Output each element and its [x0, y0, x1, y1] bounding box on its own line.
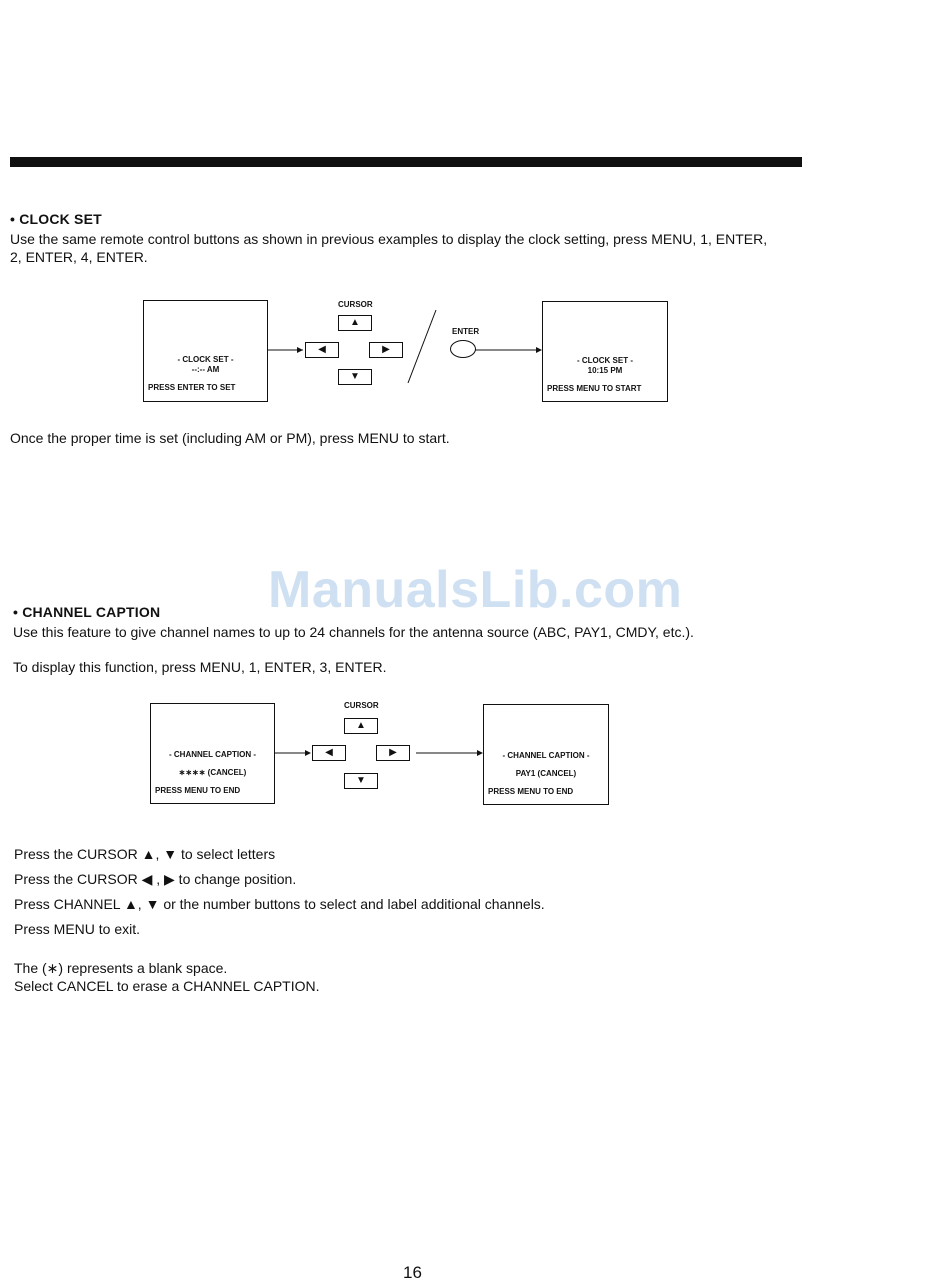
clock-set-diagram [0, 290, 950, 410]
caption-right-footer: PRESS MENU TO END [488, 787, 574, 796]
clock-left-title: - CLOCK SET - [177, 355, 234, 364]
caption-down-icon: ▼ [344, 773, 378, 789]
caption-right-title: - CHANNEL CAPTION - [502, 751, 590, 760]
clock-right-value: 10:15 PM [587, 366, 623, 375]
caption-right-value: PAY1 (CANCEL) [515, 769, 577, 778]
clock-left-value: --:-- AM [191, 365, 220, 374]
caption-left-title: - CHANNEL CAPTION - [169, 750, 256, 759]
caption-right-icon: ▶ [376, 745, 410, 761]
clock-set-after-text: Once the proper time is set (including AM or PM), press MENU to start. [10, 430, 450, 446]
instruction-line: Press MENU to exit. [14, 921, 141, 937]
instruction-line: Press the CURSOR ▲, ▼ to select letters [14, 846, 276, 862]
clock-left-icon: ◀ [305, 342, 339, 358]
instruction-line: Press the CURSOR ◀ , ▶ to change position. [14, 871, 297, 887]
clock-cursor-label: CURSOR [338, 300, 373, 309]
caption-up-icon: ▲ [344, 718, 378, 734]
clock-right-screen [542, 301, 668, 402]
channel-caption-display: To display this function, press MENU, 1, ENTER, 3, ENTER. [13, 659, 387, 675]
channel-caption-body: Use this feature to give channel names to up to 24 channels for the antenna source (ABC, PAY1, CMDY, etc.). [13, 624, 694, 640]
caption-left-footer: PRESS MENU TO END [155, 786, 241, 795]
page-number: 16 [403, 1263, 422, 1282]
channel-caption-diagram [0, 693, 950, 813]
caption-left-value: ∗∗∗∗ (CANCEL) [178, 768, 247, 777]
caption-connectors [0, 693, 950, 813]
clock-right-title: - CLOCK SET - [577, 356, 633, 365]
clock-connectors [0, 290, 950, 410]
caption-right-screen [483, 704, 609, 805]
watermark: ManualsLib.com [268, 561, 683, 619]
cancel-note: Select CANCEL to erase a CHANNEL CAPTION. [14, 978, 320, 994]
blank-space-note: The (∗) represents a blank space. [14, 960, 228, 976]
header-rule [10, 157, 802, 167]
channel-caption-heading: • CHANNEL CAPTION [13, 604, 161, 620]
clock-down-icon: ▼ [338, 369, 372, 385]
clock-set-body: Use the same remote control buttons as shown in previous examples to display the clock setting, press MENU, 1, ENTER, 2, ENTER, 4, ENTER. [10, 231, 768, 265]
caption-left-icon: ◀ [312, 745, 346, 761]
instruction-line: Press CHANNEL ▲, ▼ or the number buttons to select and label additional channels. [14, 896, 545, 912]
clock-right-icon: ▶ [369, 342, 403, 358]
caption-cursor-label: CURSOR [344, 701, 379, 710]
clock-enter-label: ENTER [452, 327, 480, 336]
clock-set-heading: • CLOCK SET [10, 211, 102, 227]
clock-left-footer: PRESS ENTER TO SET [148, 383, 236, 392]
clock-up-icon: ▲ [338, 315, 372, 331]
clock-right-footer: PRESS MENU TO START [547, 384, 642, 393]
